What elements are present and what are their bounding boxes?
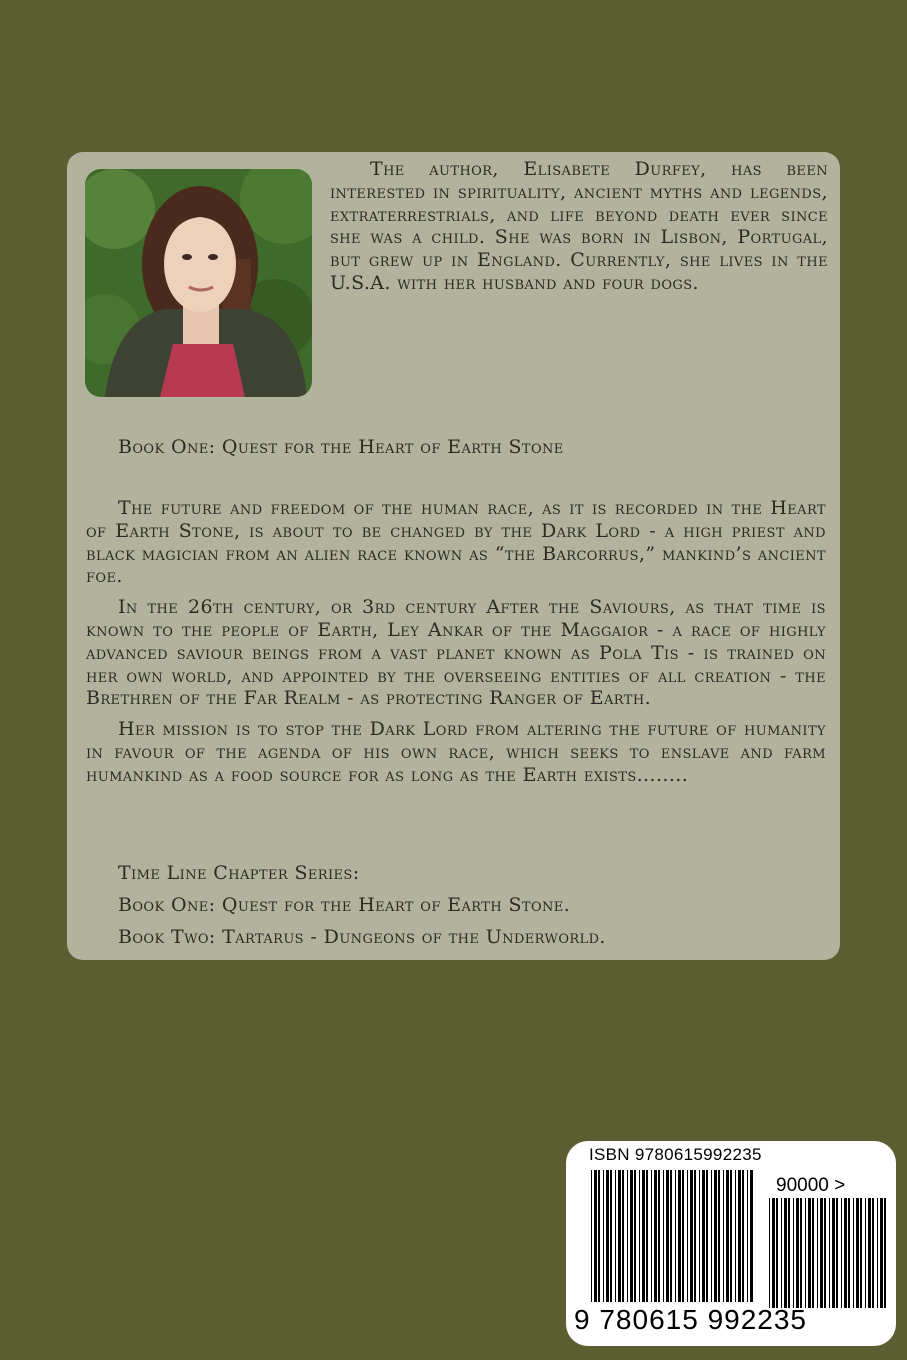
price-barcode-bars (769, 1198, 887, 1308)
book-heading: Book One: Quest for the Heart of Earth Stone (118, 436, 564, 458)
blurb-paragraph: In the 26th century, or 3rd century After the Saviours, as that time is known to the people of Earth, Ley Ankar of the Maggaior - a race of highly advanced saviour beings from a vast planet known as Pola Tis - is trained on her own world, and appointed by the overseeing entities of all creation - the Brethren of the Far Realm - as protecting Ranger of Earth. (86, 596, 826, 710)
blurb-paragraph: The future and freedom of the human race, as it is recorded in the Heart of Earth Stone, is about to be changed by the Dark Lord - a high priest and black magician from an alien race known as “the Barcorrus,” mankind’s ancient foe. (86, 497, 826, 588)
blurb (86, 497, 826, 795)
series-title: Time Line Chapter Series: (118, 862, 360, 884)
price-code: 90000 > (776, 1175, 846, 1196)
barcode-bars (591, 1170, 753, 1302)
isbn-label: ISBN 9780615992235 (589, 1145, 762, 1164)
series-book: Book Two: Tartarus - Dungeons of the Underworld. (118, 925, 606, 948)
series-book: Book One: Quest for the Heart of Earth Stone. (118, 893, 571, 916)
author-photo (85, 169, 312, 397)
author-bio: The author, Elisabete Durfey, has been interested in spirituality, ancient myths and legends, extraterrestrials, and life beyond death ever since she was a child. She was born in Lisbon, Portugal, but grew up in England. Currently, she lives in the U.S.A. with her husband and four dogs. (330, 158, 828, 294)
series-list (118, 862, 818, 957)
blurb-paragraph: Her mission is to stop the Dark Lord from altering the future of humanity in favour of the agenda of his own race, which seeks to enslave and farm humankind as a food source for as long as the Earth exists........ (86, 718, 826, 786)
isbn-digits: 9 780615 992235 (574, 1304, 807, 1335)
